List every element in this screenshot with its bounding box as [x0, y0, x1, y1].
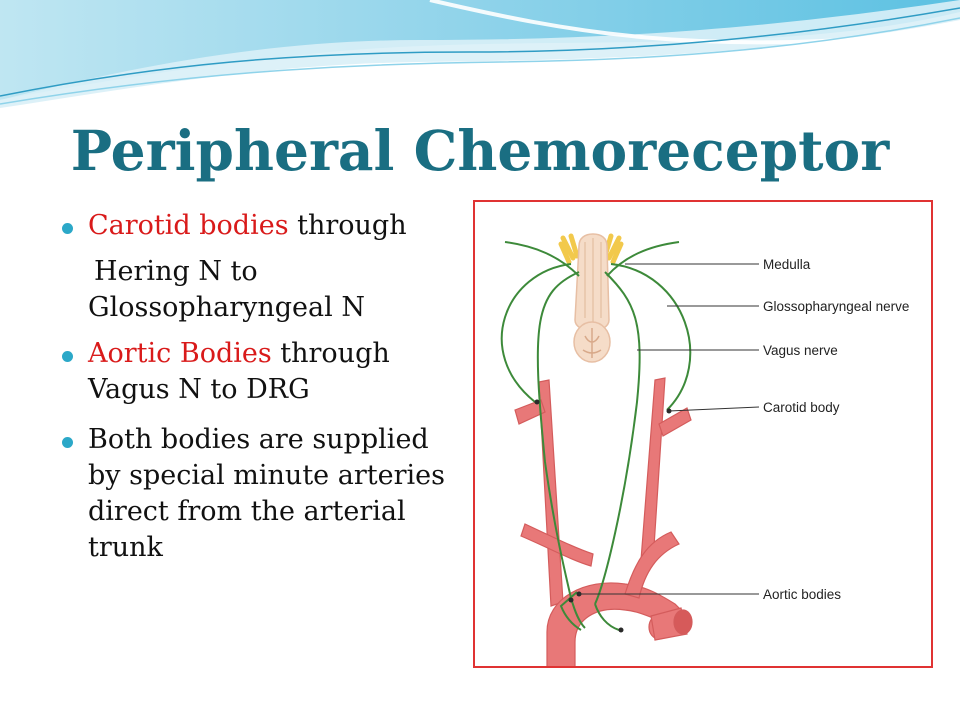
bullet-aortic: [62, 336, 462, 408]
bullet-both: [62, 422, 462, 566]
wave-banner: [0, 0, 960, 110]
figure-frame: [473, 200, 933, 668]
label-medulla: Medulla: [763, 257, 811, 272]
label-vagus: Vagus nerve: [763, 343, 838, 358]
bullet-list: [62, 208, 462, 566]
label-aortic-bodies: Aortic bodies: [763, 587, 842, 602]
bullet-dot-icon: [62, 223, 73, 234]
bullet-dot-icon: [62, 437, 73, 448]
carotid-text: through: [288, 210, 407, 241]
medulla-illustration: [561, 234, 621, 362]
label-carotid-body: Carotid body: [763, 400, 840, 415]
carotid-highlight: Carotid bodies: [88, 210, 289, 241]
aortic-text: through Vagus N to DRG: [88, 338, 390, 405]
both-text: Both bodies are supplied by special minute arteries direct from the arterial trunk: [88, 424, 445, 563]
slide-title: Peripheral Chemoreceptor: [70, 118, 890, 183]
label-glossopharyngeal: Glossopharyngeal nerve: [763, 299, 910, 314]
bullet-dot-icon: [62, 351, 73, 362]
aortic-highlight: Aortic Bodies: [88, 338, 272, 369]
bullet-carotid: [62, 208, 462, 244]
chemoreceptor-diagram: [475, 202, 931, 666]
carotid-continuation: Hering N to Glossopharyngeal N: [88, 256, 365, 323]
